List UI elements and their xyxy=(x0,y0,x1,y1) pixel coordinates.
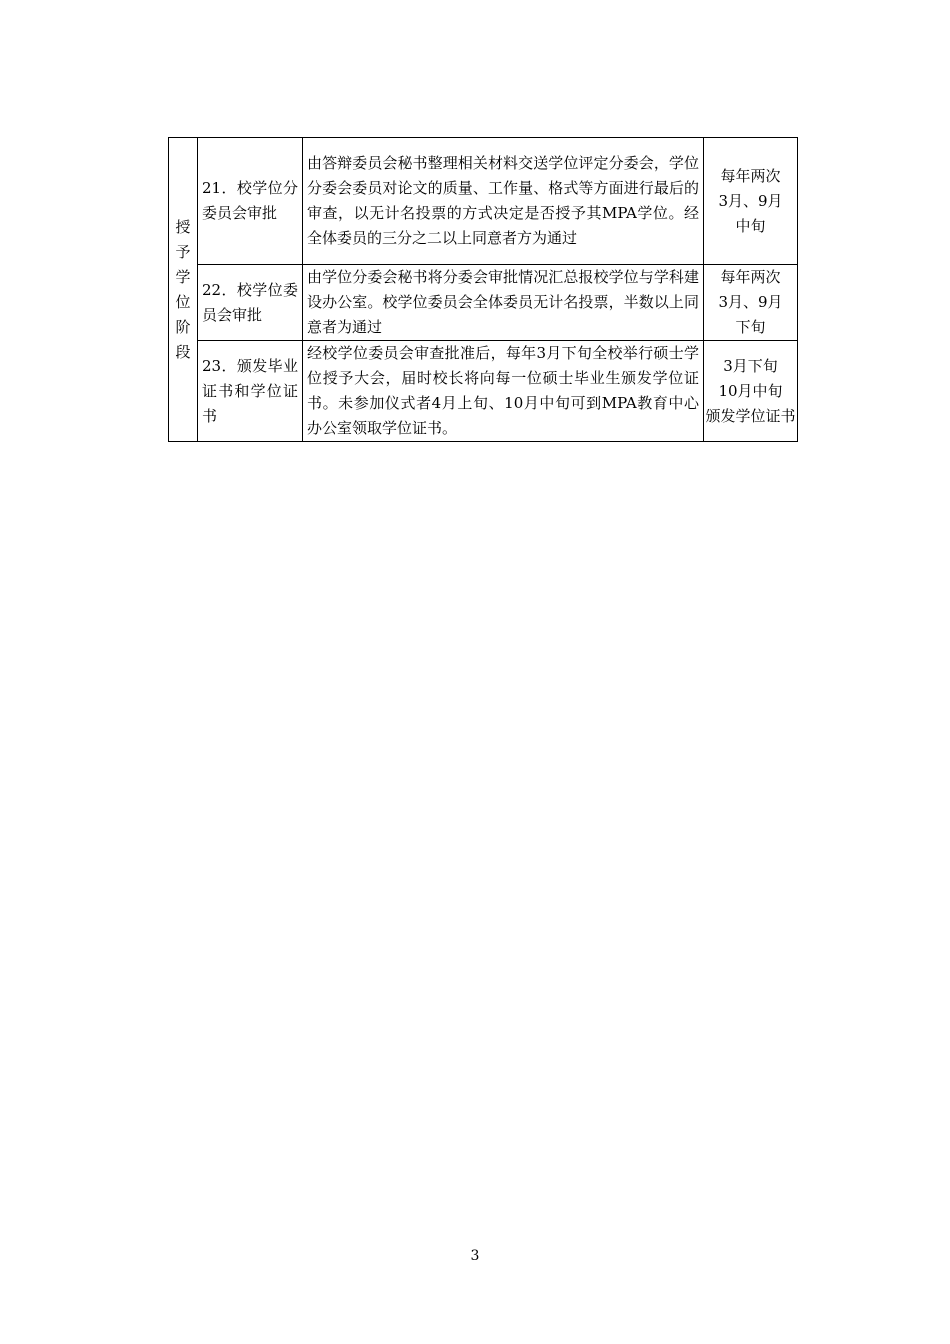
time-cell xyxy=(704,341,798,442)
step-cell: 21．校学位分委员会审批 xyxy=(198,138,303,265)
description-cell: 由学位分委会秘书将分委会审批情况汇总报校学位与学科建设办公室。校学位委员会全体委员无计名投票，半数以上同意者为通过 xyxy=(303,265,704,341)
time-line: 3月下旬 xyxy=(723,356,778,375)
time-line: 下旬 xyxy=(735,318,766,336)
stage-char: 位 xyxy=(175,292,191,311)
stage-char: 阶 xyxy=(175,317,191,336)
stage-char: 段 xyxy=(175,342,191,361)
time-line: 10月中旬 xyxy=(718,381,783,400)
step-cell: 23．颁发毕业证书和学位证书 xyxy=(198,341,303,442)
table-row xyxy=(169,265,798,341)
description-cell: 经校学位委员会审查批准后，每年3月下旬全校举行硕士学位授予大会，届时校长将向每一位硕士毕业生颁发学位证书。未参加仪式者4月上旬、10月中旬可到MPA教育中心办公室领取学位证书。 xyxy=(303,341,704,442)
step-cell: 22．校学位委员会审批 xyxy=(198,265,303,341)
table-row xyxy=(169,138,798,265)
table-row xyxy=(169,341,798,442)
time-line: 3月、9月 xyxy=(718,293,783,311)
time-cell xyxy=(704,265,798,341)
time-line: 中旬 xyxy=(735,216,766,235)
stage-char: 授 xyxy=(175,217,191,236)
page-number: 3 xyxy=(470,1248,480,1264)
stage-char: 学 xyxy=(175,267,191,286)
description-cell: 由答辩委员会秘书整理相关材料交送学位评定分委会，学位分委会委员对论文的质量、工作量、格式等方面进行最后的审查，以无计名投票的方式决定是否授予其MPA学位。经全体委员的三分之二以上同意者方为通过 xyxy=(303,138,704,265)
time-line: 颁发学位证书 xyxy=(705,406,796,425)
time-line: 每年两次 xyxy=(720,166,781,185)
time-line: 3月、9月 xyxy=(718,191,783,210)
time-cell xyxy=(704,138,798,265)
stage-cell xyxy=(169,138,198,442)
stage-char: 予 xyxy=(175,242,191,261)
degree-process-table xyxy=(168,137,798,442)
time-line: 每年两次 xyxy=(720,268,781,286)
